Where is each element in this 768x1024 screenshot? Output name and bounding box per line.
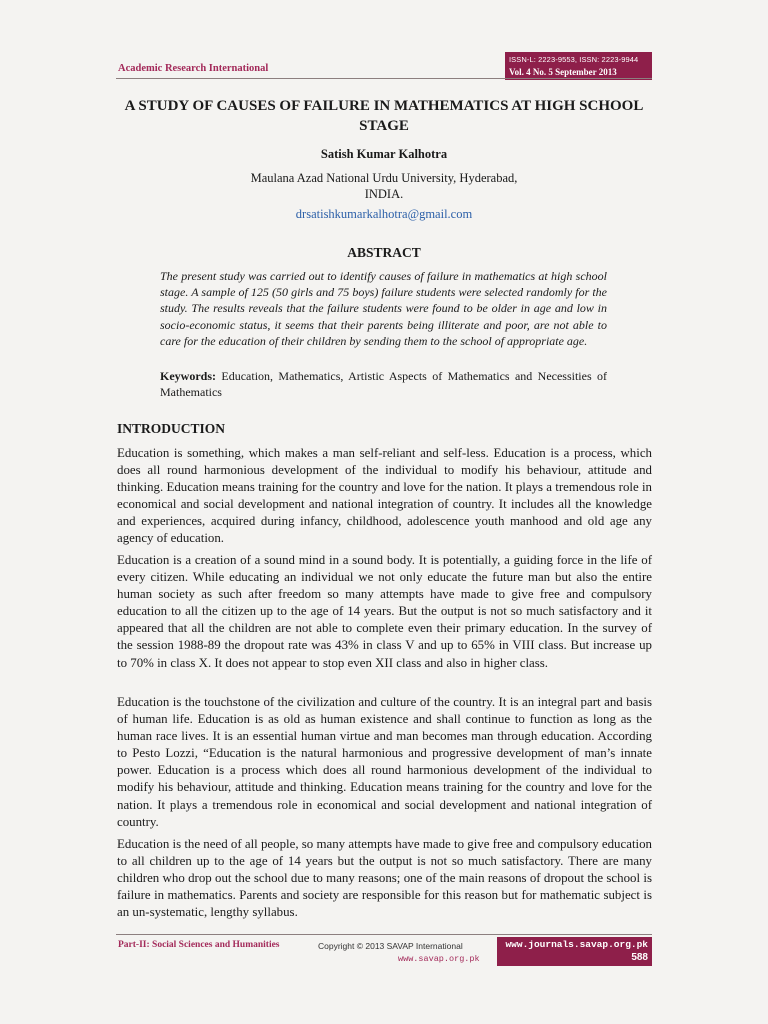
affiliation-line-1: Maulana Azad National Urdu University, Hyderabad, — [250, 171, 518, 185]
journal-name: Academic Research International — [118, 63, 269, 74]
keywords-list: Education, Mathematics, Artistic Aspects of Mathematics and Necessities of Mathematics — [160, 369, 608, 399]
footer-copyright: Copyright © 2013 SAVAP International — [318, 941, 463, 951]
author-affiliation — [116, 170, 652, 202]
footer-section: Part-II: Social Sciences and Humanities — [118, 940, 280, 950]
intro-paragraph-4: Education is the need of all people, so many attempts have made to give free and compulsory education to all children up to the age of 14 years but the output is not so much satisfactory. There are many children who drop out the school due to many reasons; one of the main reasons of dropout the school is failure in mathematics. Parents and society are responsible for this reason but for mathematic subject is an un-systematic, lengthy syllabus. — [117, 837, 652, 920]
header-divider — [116, 78, 652, 79]
intro-paragraph-2: Education is a creation of a sound mind in a sound body. It is potentially, a guiding force in the life of every citizen. While educating an individual we not only educate the future man but also the entire human society as such after freedom so many attempts have made to give free and compulsory education to all the citizen up to the age of 14 years. But the output is not so much satisfactory and it appeared that all the children are not able to complete even their primary education. In the survey of the session 1988-89 the dropout rate was 43% in class V and up to 65% in VIII class. But increase up to 70% in class X. It does not appear to stop even XII class and also in higher class. — [117, 553, 652, 670]
abstract-heading: ABSTRACT — [347, 245, 421, 260]
keywords — [160, 368, 607, 400]
issn-box — [505, 52, 652, 80]
footer-journal-link[interactable]: www.journals.savap.org.pk — [505, 939, 648, 950]
author-name: Satish Kumar Kalhotra — [320, 147, 448, 161]
page-number: 588 — [631, 952, 648, 963]
introduction-heading: INTRODUCTION — [117, 421, 226, 436]
author-email-link[interactable]: drsatishkumarkalhotra@gmail.com — [295, 207, 473, 221]
abstract-text: The present study was carried out to identify causes of failure in mathematics at high school stage. A sample of 125 (50 girls and 75 boys) failure students were selected randomly for the study. The results reveals that the failure students were found to be older in age and low in socio-economic status, it seems that their parents being illiterate and poor, are not able to care for the education of their children by sending them to the school of appropriate age. — [160, 269, 607, 348]
footer-box — [497, 937, 652, 966]
footer-divider — [116, 934, 652, 935]
affiliation-line-2: INDIA. — [364, 187, 404, 201]
intro-paragraph-1: Education is something, which makes a man self-reliant and self-less. Education is a process, which does all round harmonious development of the individual to modify his behaviour, attitude and thinking. Education means training for the country and love for the nation. It plays a tremendous role in economical and social development and national integration of country. It includes all the knowledge and experiences, acquired during infancy, childhood, adolescence youth manhood and old age any agency of education. — [117, 446, 652, 546]
paper-title: A STUDY OF CAUSES OF FAILURE IN MATHEMATICS AT HIGH SCHOOL STAGE — [124, 98, 644, 134]
intro-paragraph-3: Education is the touchstone of the civilization and culture of the country. It is an integral part and basis of human life. Education is as old as human existence and shall continue to function as long as the human race lives. It is an essential human virtue and man becomes man through education. According to Pesto Lozzi, “Education is the natural harmonious and progressive development of man’s innate power. Education is a process which does all round harmonious development of the individual to modify his behaviour, attitude and thinking. Education means training for the country and love for the nation. It plays a tremendous role in economical and social development and national integration of country. — [117, 695, 652, 829]
keywords-label: Keywords: — [160, 369, 216, 383]
volume-text: Vol. 4 No. 5 September 2013 — [509, 67, 617, 77]
issn-text: ISSN-L: 2223-9553, ISSN: 2223-9944 — [509, 55, 639, 64]
footer-site-link[interactable]: www.savap.org.pk — [398, 954, 480, 964]
